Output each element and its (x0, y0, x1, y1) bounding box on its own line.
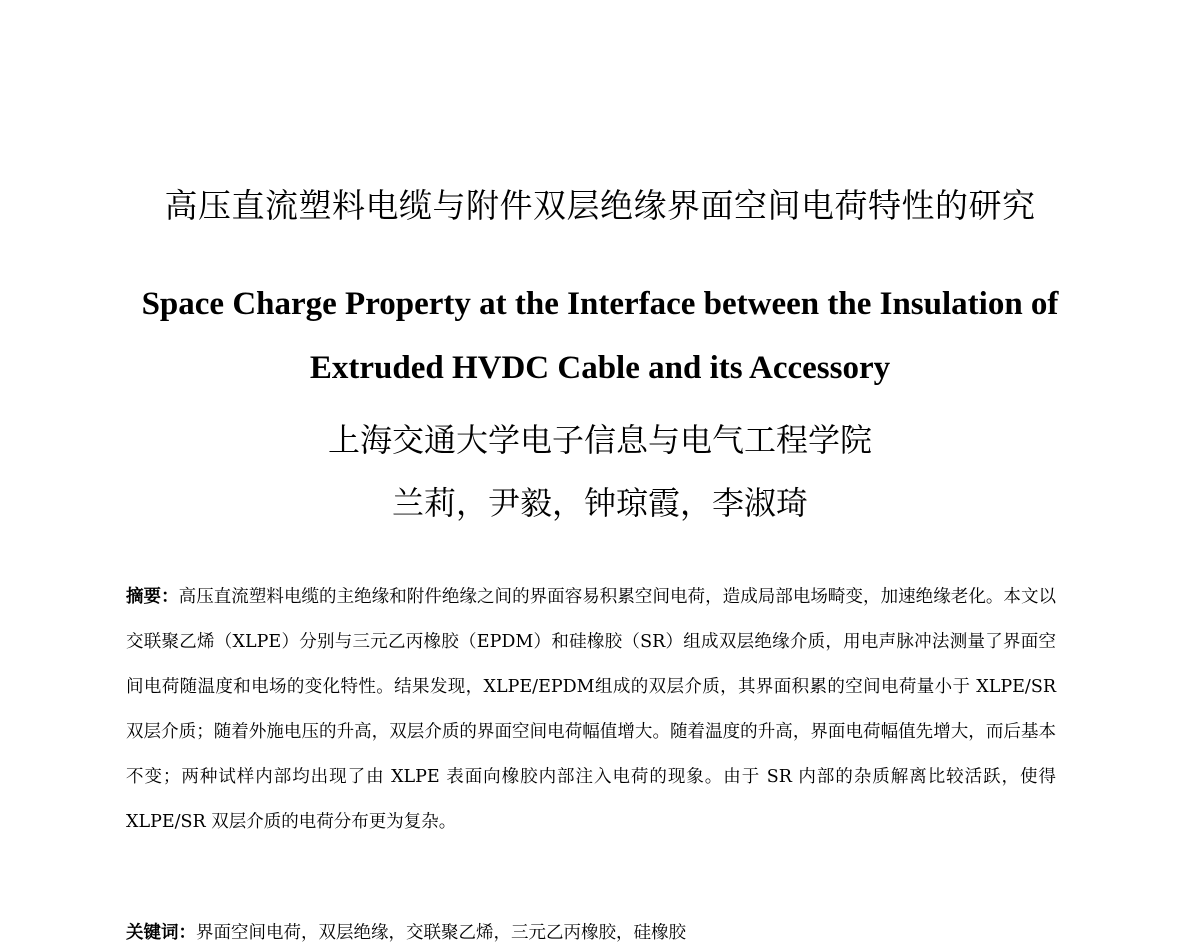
keywords (126, 918, 1056, 948)
keywords-label: 关键词： (126, 923, 196, 943)
paper-title-english-line-1: Space Charge Property at the Interface between the Insulation of (141, 286, 1059, 322)
abstract-text: 高压直流塑料电缆的主绝缘和附件绝缘之间的界面容易积累空间电荷，造成局部电场畸变，加速绝缘老化。本文以交联聚乙烯（XLPE）分别与三元乙丙橡胶（EPDM）和硅橡胶（SR）组成双层绝缘介质，用电声脉冲法测量了界面空间电荷随温度和电场的变化特性。结果发现，XLPE/EPDM组成的双层介质，其界面积累的空间电荷量小于 XLPE/SR 双层介质；随着外施电压的升高，双层介质的界面空间电荷幅值增大。随着温度的升高，界面电荷幅值先增大，而后基本不变；两种试样内部均出现了由 XLPE 表面向橡胶内部注入电荷的现象。由于 SR 内部的杂质解离比较活跃，使得XLPE/SR 双层介质的电荷分布更为复杂。 (126, 587, 1057, 832)
paper-title-english-line-2: Extruded HVDC Cable and its Accessory (309, 350, 891, 386)
authors: 兰莉，尹毅，钟琼霞，李淑琦 (391, 484, 808, 522)
keywords-text: 界面空间电荷，双层绝缘，交联聚乙烯，三元乙丙橡胶，硅橡胶 (196, 923, 686, 943)
paper-title-chinese: 高压直流塑料电缆与附件双层绝缘界面空间电荷特性的研究 (164, 186, 1036, 225)
affiliation: 上海交通大学电子信息与电气工程学院 (327, 421, 872, 459)
abstract (126, 575, 1056, 845)
abstract-label: 摘要： (126, 587, 179, 607)
